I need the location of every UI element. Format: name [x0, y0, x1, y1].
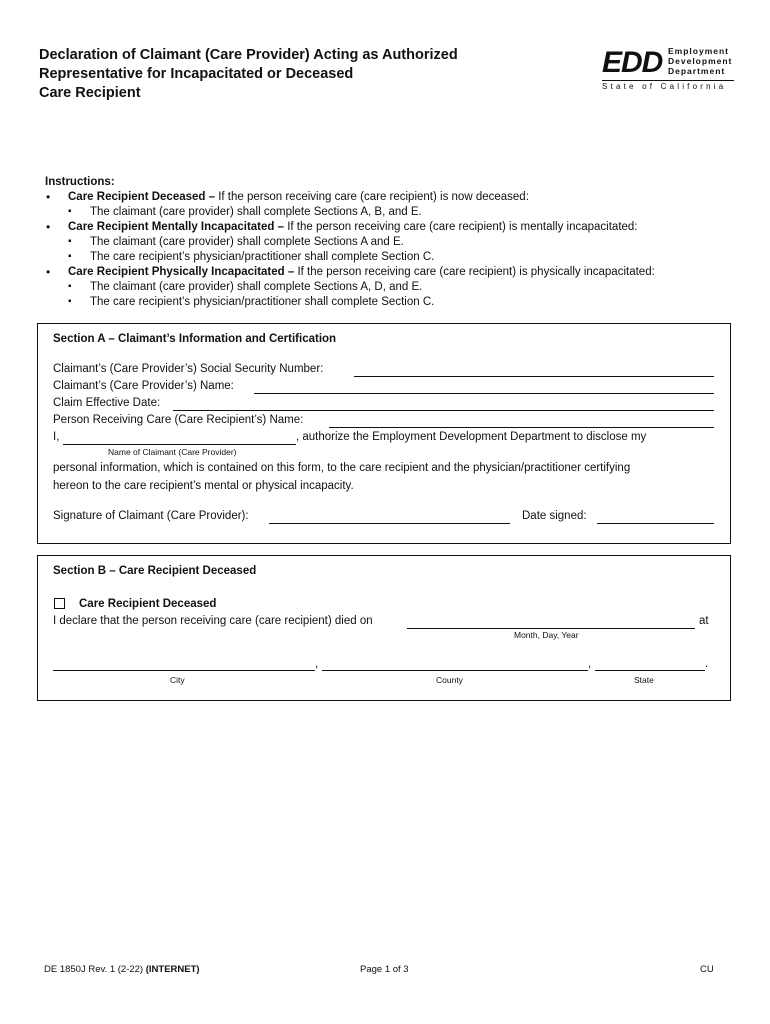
instructions — [45, 175, 745, 310]
logo-divider — [602, 80, 734, 81]
ssn-field[interactable] — [354, 376, 714, 377]
authorize-name-field[interactable] — [63, 444, 296, 445]
ssn-label: Claimant’s (Care Provider’s) Social Security Number: — [53, 363, 324, 375]
page-number: Page 1 of 3 — [360, 964, 409, 975]
consent-text-2: hereon to the care recipient’s mental or physical incapacity. — [53, 480, 354, 492]
instruction-item: • Care Recipient Deceased – If the person receiving care (care recipient) is now deceased: — [45, 190, 745, 205]
state-caption: State — [634, 675, 654, 685]
comma-1: , — [315, 658, 319, 670]
signature-label: Signature of Claimant (Care Provider): — [53, 510, 249, 522]
comma-2: , — [588, 658, 592, 670]
state-field[interactable] — [595, 670, 705, 671]
date-signed-label: Date signed: — [522, 510, 587, 522]
logo-abbr: EDD — [602, 46, 663, 79]
deceased-checkbox[interactable] — [54, 598, 65, 609]
effective-date-field[interactable] — [173, 410, 714, 411]
date-signed-field[interactable] — [597, 523, 714, 524]
instruction-subitem: ▪ The care recipient’s physician/practitioner shall complete Section C. — [45, 250, 745, 265]
effective-date-label: Claim Effective Date: — [53, 397, 161, 409]
county-field[interactable] — [322, 670, 588, 671]
edd-logo — [602, 44, 734, 94]
title-line-1: Declaration of Claimant (Care Provider) Acting as Authorized — [39, 47, 458, 63]
at-text: at — [699, 615, 709, 627]
deceased-checkbox-label: Care Recipient Deceased — [79, 598, 217, 610]
death-date-field[interactable] — [407, 628, 695, 629]
section-b-title: Section B – Care Recipient Deceased — [53, 565, 257, 577]
title-line-2: Representative for Incapacitated or Deceased — [39, 66, 354, 82]
city-field[interactable] — [53, 670, 315, 671]
title-line-3: Care Recipient — [39, 85, 141, 101]
logo-department-name: Employment Development Department — [668, 46, 733, 76]
date-caption: Month, Day, Year — [514, 630, 579, 640]
instruction-subitem: ▪ The care recipient’s physician/practitioner shall complete Section C. — [45, 295, 745, 310]
instruction-subitem: ▪ The claimant (care provider) shall complete Sections A, D, and E. — [45, 280, 745, 295]
claimant-name-field[interactable] — [254, 393, 714, 394]
instructions-heading: Instructions: — [45, 176, 115, 188]
claimant-name-label: Claimant’s (Care Provider’s) Name: — [53, 380, 234, 392]
i-label: I, — [53, 431, 60, 443]
form-id: DE 1850J Rev. 1 (2-22) (INTERNET) — [44, 964, 200, 975]
recipient-name-field[interactable] — [329, 427, 714, 428]
instruction-subitem: ▪ The claimant (care provider) shall complete Sections A and E. — [45, 235, 745, 250]
city-caption: City — [170, 675, 185, 685]
form-code: CU — [700, 964, 714, 975]
recipient-name-label: Person Receiving Care (Care Recipient’s) Name: — [53, 414, 304, 426]
instruction-item: • Care Recipient Mentally Incapacitated – If the person receiving care (care recipient) is mentally incapacitated: — [45, 220, 745, 235]
instruction-subitem: ▪ The claimant (care provider) shall complete Sections A, B, and E. — [45, 205, 745, 220]
page-title — [39, 46, 458, 103]
declare-text: I declare that the person receiving care (care recipient) died on — [53, 615, 373, 627]
authorize-text: , authorize the Employment Development Department to disclose my — [296, 431, 647, 443]
period: . — [705, 658, 709, 670]
county-caption: County — [436, 675, 463, 685]
name-caption: Name of Claimant (Care Provider) — [108, 447, 237, 457]
section-a — [37, 323, 731, 544]
logo-state: State of California — [602, 82, 727, 91]
section-a-title: Section A – Claimant’s Information and Certification — [53, 333, 337, 345]
instruction-item: • Care Recipient Physically Incapacitated – If the person receiving care (care recipient) is physically incapacitated: — [45, 265, 745, 280]
consent-text-1: personal information, which is contained on this form, to the care recipient and the physician/practitioner certifying — [53, 462, 631, 474]
section-b — [37, 555, 731, 701]
signature-field[interactable] — [269, 523, 510, 524]
